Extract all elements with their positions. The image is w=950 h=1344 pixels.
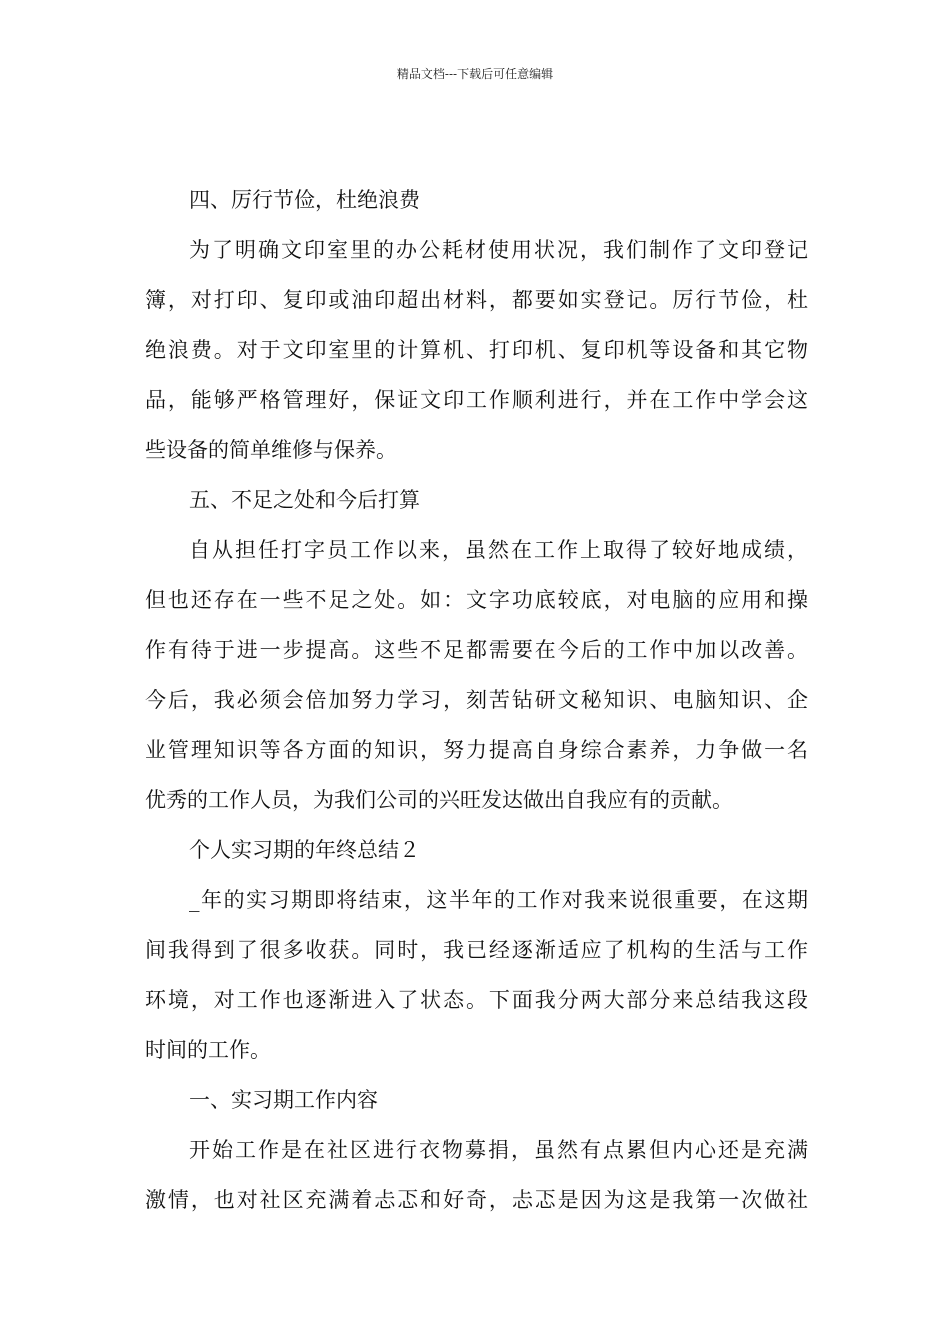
paragraph-line: 品，能够严格管理好，保证文印工作顺利进行，并在工作中学会这 [145,388,808,412]
paragraph-line: 环境，对工作也逐渐进入了状态。下面我分两大部分来总结我这段 [145,988,808,1012]
paragraph-line: 为了明确文印室里的办公耗材使用状况，我们制作了文印登记 [189,238,808,262]
paragraph-line: 簿，对打印、复印或油印超出材料，都要如实登记。厉行节俭，杜 [145,288,808,312]
document-title: 个人实习期的年终总结２ [189,838,420,862]
paragraph-line: _年的实习期即将结束，这半年的工作对我来说很重要，在这期 [189,888,808,912]
paragraph-line: 间我得到了很多收获。同时，我已经逐渐适应了机构的生活与工作 [145,938,808,962]
document-body [145,180,808,1230]
paragraph-line: 今后，我必须会倍加努力学习，刻苦钻研文秘知识、电脑知识、企 [145,688,808,712]
paragraph-line: 作有待于进一步提高。这些不足都需要在今后的工作中加以改善。 [145,638,808,662]
section-heading: 一、实习期工作内容 [189,1088,378,1112]
page-header: 精品文档---下载后可任意编辑 [396,67,554,81]
section-heading: 五、不足之处和今后打算 [189,488,420,512]
paragraph-line: 业管理知识等各方面的知识，努力提高自身综合素养，力争做一名 [145,738,808,762]
paragraph-line: 些设备的简单维修与保养。 [145,438,397,462]
paragraph-line: 激情，也对社区充满着忐忑和好奇，忐忑是因为这是我第一次做社 [145,1188,808,1212]
paragraph-line: 优秀的工作人员，为我们公司的兴旺发达做出自我应有的贡献。 [145,788,733,812]
paragraph-line: 但也还存在一些不足之处。如：文字功底较底，对电脑的应用和操 [145,588,808,612]
paragraph-line: 开始工作是在社区进行衣物募捐，虽然有点累但内心还是充满 [189,1138,808,1162]
paragraph-line: 自从担任打字员工作以来，虽然在工作上取得了较好地成绩， [189,538,808,562]
paragraph-line: 绝浪费。对于文印室里的计算机、打印机、复印机等设备和其它物 [145,338,808,362]
section-heading: 四、厉行节俭，杜绝浪费 [189,188,420,212]
paragraph-line: 时间的工作。 [145,1038,271,1062]
